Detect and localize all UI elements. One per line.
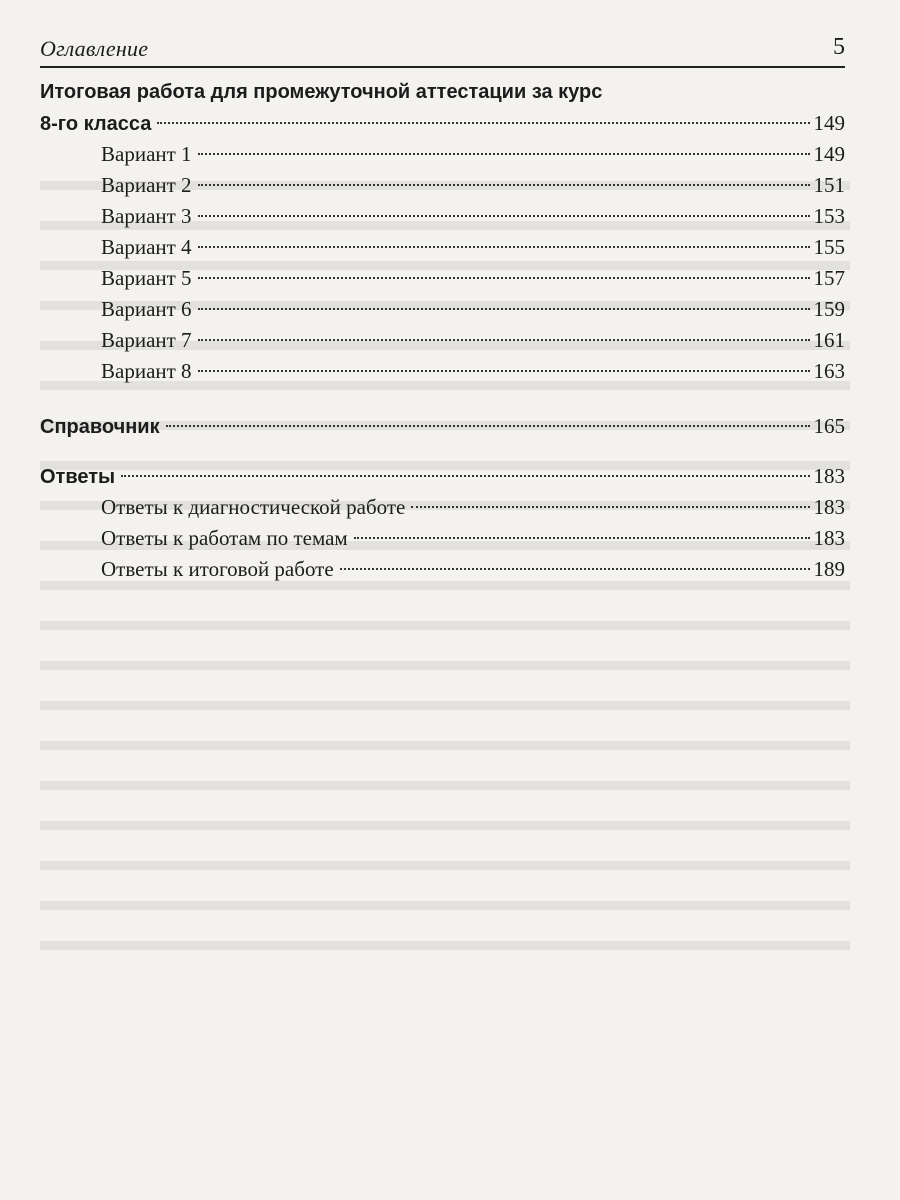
toc-entry-final-work[interactable]	[40, 108, 845, 139]
toc-entry-page: 183	[813, 526, 845, 550]
dot-leader	[198, 215, 810, 217]
dot-leader	[354, 537, 810, 539]
toc-entry-label: Вариант 6	[101, 297, 192, 321]
toc-entry-page: 155	[813, 235, 845, 259]
toc-entry-variant-4[interactable]	[40, 232, 845, 263]
toc-entry-answers-final[interactable]	[40, 554, 845, 585]
toc-entry-variant-6[interactable]	[40, 294, 845, 325]
toc-entry-label: Вариант 4	[101, 235, 192, 259]
toc-entry-label: Справочник	[40, 416, 160, 438]
toc-entry-variant-7[interactable]	[40, 325, 845, 356]
toc-entry-label: Ответы к итоговой работе	[101, 557, 334, 581]
running-title: Оглавление	[40, 36, 149, 61]
toc-entry-label: Вариант 2	[101, 173, 192, 197]
dot-leader	[340, 568, 810, 570]
toc-entry-page: 189	[813, 557, 845, 581]
toc-entry-page: 183	[813, 464, 845, 488]
toc-entry-variant-3[interactable]	[40, 201, 845, 232]
toc-entry-label: Ответы к работам по темам	[101, 526, 348, 550]
toc-entry-label: Ответы	[40, 466, 116, 488]
dot-leader	[198, 370, 810, 372]
toc-entry-label: Вариант 7	[101, 328, 192, 352]
toc-entry-variant-8[interactable]	[40, 356, 845, 387]
toc-entry-page: 159	[813, 297, 845, 321]
toc-entry-page: 165	[813, 414, 845, 438]
toc-entry-answers-diagnostic[interactable]	[40, 492, 845, 523]
toc-entry-page: 163	[813, 359, 845, 383]
page-number: 5	[833, 34, 845, 60]
toc-entry-reference[interactable]	[40, 411, 845, 442]
running-head	[40, 34, 845, 68]
toc-entry-page: 149	[813, 142, 845, 166]
toc-entry-variant-5[interactable]	[40, 263, 845, 294]
toc-entry-page: 153	[813, 204, 845, 228]
toc-entry-label: Вариант 5	[101, 266, 192, 290]
dot-leader	[166, 425, 810, 427]
toc-entry-answers-topics[interactable]	[40, 523, 845, 554]
toc-entry-label: Вариант 1	[101, 142, 192, 166]
toc-entry-label: Вариант 8	[101, 359, 192, 383]
toc-entry-label: Ответы к диагностической работе	[101, 495, 406, 519]
toc-entry-label: 8-го класса	[40, 113, 152, 135]
toc-entry-page: 157	[813, 266, 845, 290]
dot-leader	[198, 153, 810, 155]
toc-entry-page: 161	[813, 328, 845, 352]
dot-leader	[198, 184, 810, 186]
toc-entry-label: Вариант 3	[101, 204, 192, 228]
dot-leader	[121, 475, 809, 477]
toc-entry-final-work-title: Итоговая работа для промежуточной аттестации за курс	[40, 81, 603, 103]
toc-entry-page: 149	[813, 111, 845, 135]
toc-entry-variant-1[interactable]	[40, 139, 845, 170]
dot-leader	[198, 339, 810, 341]
toc-entry-variant-2[interactable]	[40, 170, 845, 201]
dot-leader	[198, 277, 810, 279]
dot-leader	[198, 246, 810, 248]
toc-entry-page: 151	[813, 173, 845, 197]
toc-entry-answers[interactable]	[40, 461, 845, 492]
dot-leader	[198, 308, 810, 310]
table-of-contents	[40, 76, 845, 585]
toc-entry-page: 183	[813, 495, 845, 519]
dot-leader	[411, 506, 809, 508]
dot-leader	[157, 122, 809, 124]
